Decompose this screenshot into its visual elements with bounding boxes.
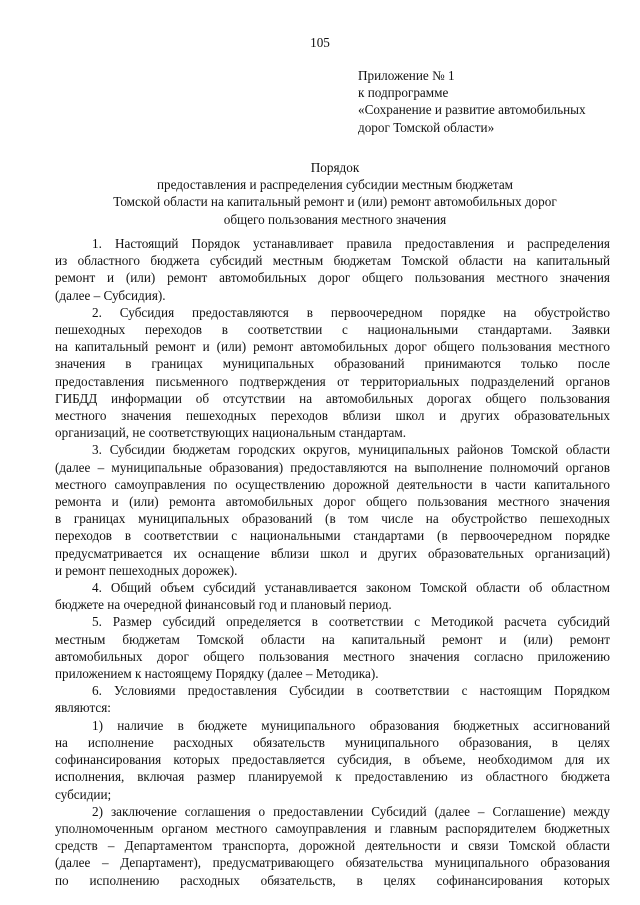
title-line: общего пользования местного значения [223,211,447,227]
document-body [55,235,610,889]
body-line: 6. Условиями предоставления Субсидии в соответствии с настоящим Порядком [92,683,610,699]
body-line: 4. Общий объем субсидий устанавливается законом Томской области об областном [92,580,610,596]
body-line: предоставления письменного подтверждения от территориальных подразделений органов [55,373,610,389]
body-line: субсидии; [55,786,112,802]
page-number: 105 [310,35,330,50]
body-line: 5. Размер субсидий определяется в соответствии с Методикой расчета субсидий [92,614,610,630]
title-line: Порядок [310,160,360,175]
body-line: переходов в соответствии с национальными стандартами (в первоочередном порядке [55,528,610,544]
title-line: Томской области на капитальный ремонт и (или) ремонт автомобильных дорог [113,194,557,210]
body-line: являются: [55,700,111,716]
title-line: предоставления и распределения субсидии местным бюджетам [156,177,514,193]
body-line: уполномоченным органом местного самоуправления и главным распорядителем бюджетных [55,820,610,836]
body-line: приложением к настоящему Порядку (далее – Методика). [55,666,379,682]
body-line: исполнения, включая размер планируемой к предоставлению из областного бюджета [55,769,610,785]
appendix-line: дорог Томской области» [358,119,495,135]
appendix-line: к подпрограмме [358,85,449,101]
body-line: в границах муниципальных образований (в том числе на обустройство пешеходных [55,511,610,527]
body-line: местного значения пешеходных переходов вблизи школ и других образовательных [55,408,610,424]
body-line: 1. Настоящий Порядок устанавливает правила предоставления и распределения [92,236,610,251]
body-line: на исполнение расходных обязательств муниципального образования, в целях [55,734,610,750]
body-line: организаций, не соответствующих национальным стандартам. [55,425,406,441]
body-line: (далее – Департамент), предусматривающего обязательства муниципального образования [55,855,610,871]
body-line: ремонт и (или) ремонт автомобильных дорог общего пользования местного значения [55,270,610,286]
body-line: 1) наличие в бюджете муниципального образования бюджетных ассигнований [92,717,610,733]
body-line: пешеходных переходов в соответствии с национальными стандартами. Заявки [55,322,610,338]
appendix-line: Приложение № 1 [358,68,455,83]
document-title [60,159,610,228]
body-line: местным бюджетам Томской области на капитальный ремонт и (или) ремонт [55,631,610,647]
body-line: по исполнению расходных обязательств, в целях софинансирования которых [55,872,610,888]
body-line: на капитальный ремонт и (или) ремонт автомобильных дорог общего пользования местного [55,339,610,355]
body-line: местного самоуправления по осуществлению дорожной деятельности в части капитального [55,476,610,492]
body-line: средств – Департаментом транспорта, дорожной деятельности и связи Томской области [55,838,610,854]
body-line: бюджете на очередной финансовый год и плановый период. [55,597,392,613]
body-line: 2. Субсидия предоставляются в первоочередном порядке на обустройство [92,304,610,320]
body-line: и ремонт пешеходных дорожек). [55,562,238,578]
appendix-note [358,67,628,136]
body-line: предусматривается их оснащение вблизи школ и других образовательных организаций) [55,545,610,561]
body-line: значения в границах муниципальных образований принимаются только после [55,356,610,372]
body-line: 2) заключение соглашения о предоставлении Субсидий (далее – Соглашение) между [92,803,610,819]
body-line: ГИБДД информации об отсутствии на автомобильных дорогах общего пользования [55,390,610,406]
body-line: (далее – Субсидия). [55,287,166,303]
body-line: из областного бюджета субсидий местным бюджетам Томской области на капитальный [55,253,610,269]
body-line: софинансирования которых предоставляется субсидия, в объеме, необходимом для их [55,752,610,768]
body-line: автомобильных дорог общего пользования местного значения согласно приложению [55,648,610,664]
body-line: 3. Субсидии бюджетам городских округов, муниципальных районов Томской области [92,442,610,458]
appendix-line: «Сохранение и развитие автомобильных [358,102,586,118]
body-line: (далее – муниципальные образования) предоставляются на выполнение полномочий органов [55,459,610,475]
body-line: ремонта и (или) ремонта автомобильных дорог общего пользования местного значения [55,494,610,510]
